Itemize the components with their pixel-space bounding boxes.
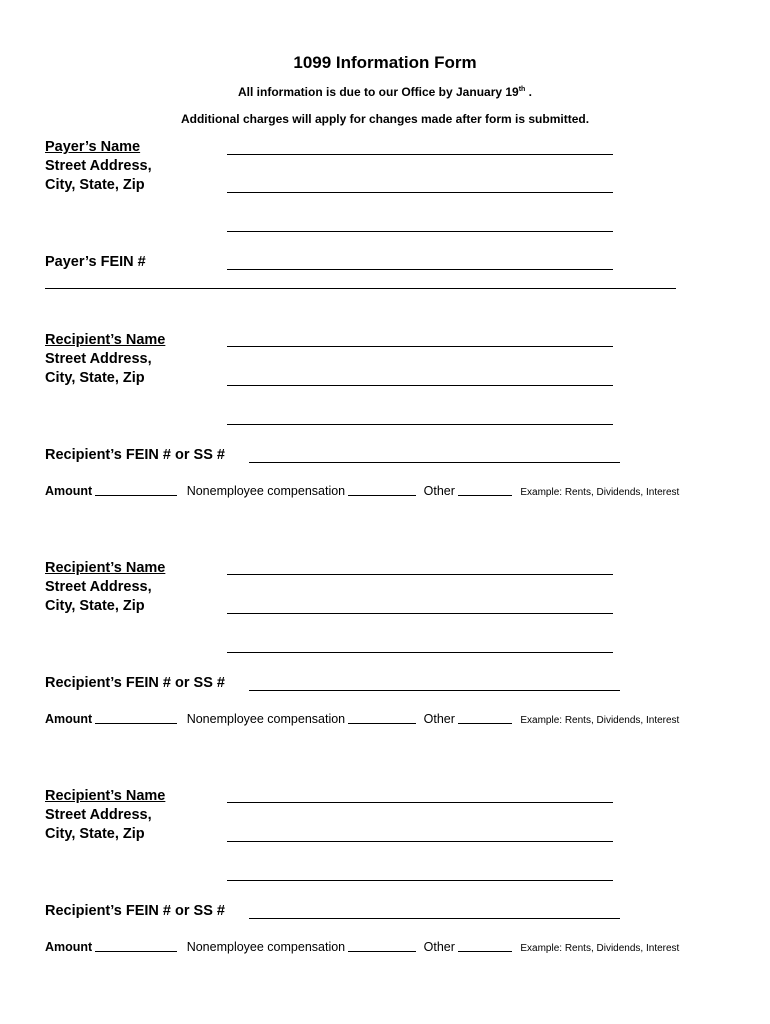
additional-charges-note: Additional charges will apply for changes made after form is submitted. bbox=[180, 112, 590, 126]
payer-name-label: Payer’s Name bbox=[45, 139, 141, 155]
recipient-3-amount-field[interactable] bbox=[95, 950, 177, 952]
recipient-1-address-field[interactable] bbox=[227, 385, 613, 386]
recipient-3-fein-field[interactable] bbox=[249, 918, 620, 919]
recipient-3-amount-row bbox=[45, 940, 679, 954]
payer-address-field[interactable] bbox=[227, 192, 613, 193]
recipient-3-nonemployee-label: Nonemployee compensation bbox=[186, 940, 346, 954]
recipient-2-amount-field[interactable] bbox=[95, 722, 177, 724]
recipient-1-fein-field[interactable] bbox=[249, 462, 620, 463]
recipient-1-street-address-label: Street Address, bbox=[45, 351, 152, 367]
recipient-2-amount-label: Amount bbox=[45, 712, 93, 726]
recipient-1-name-label: Recipient’s Name bbox=[45, 332, 166, 348]
recipient-2-fein-field[interactable] bbox=[249, 690, 620, 691]
recipient-3-other-field[interactable] bbox=[458, 950, 512, 952]
recipient-3-street-address-label: Street Address, bbox=[45, 807, 152, 823]
recipient-1-nonemployee-label: Nonemployee compensation bbox=[186, 484, 346, 498]
recipient-2-fein-label: Recipient’s FEIN # or SS # bbox=[45, 675, 225, 691]
recipient-2-city-state-zip-field[interactable] bbox=[227, 652, 613, 653]
recipient-3-amount-label: Amount bbox=[45, 940, 93, 954]
recipient-1-fein-label: Recipient’s FEIN # or SS # bbox=[45, 447, 225, 463]
payer-street-address-label: Street Address, bbox=[45, 158, 152, 174]
recipient-1-example-text: Example: Rents, Dividends, Interest bbox=[520, 487, 680, 498]
payer-name-field[interactable] bbox=[227, 154, 613, 155]
payer-city-state-zip-field[interactable] bbox=[227, 231, 613, 232]
recipient-2-amount-row bbox=[45, 712, 679, 726]
due-date-superscript: th bbox=[518, 86, 526, 93]
recipient-2-nonemployee-field[interactable] bbox=[348, 722, 416, 724]
recipient-3-fein-label: Recipient’s FEIN # or SS # bbox=[45, 903, 225, 919]
recipient-1-other-label: Other bbox=[423, 484, 455, 498]
due-date-text: All information is due to our Office by January 19 bbox=[238, 85, 519, 99]
recipient-1-other-field[interactable] bbox=[458, 494, 512, 496]
due-date-suffix: . bbox=[525, 85, 532, 99]
recipient-3-example-text: Example: Rents, Dividends, Interest bbox=[520, 943, 680, 954]
recipient-2-street-address-label: Street Address, bbox=[45, 579, 152, 595]
recipient-2-name-label: Recipient’s Name bbox=[45, 560, 166, 576]
recipient-1-city-state-zip-field[interactable] bbox=[227, 424, 613, 425]
recipient-3-name-label: Recipient’s Name bbox=[45, 788, 166, 804]
due-date-note bbox=[0, 85, 770, 99]
payer-fein-label: Payer’s FEIN # bbox=[45, 254, 146, 270]
recipient-2-other-field[interactable] bbox=[458, 722, 512, 724]
recipient-1-amount-row bbox=[45, 484, 679, 498]
recipient-1-nonemployee-field[interactable] bbox=[348, 494, 416, 496]
recipient-1-amount-label: Amount bbox=[45, 484, 93, 498]
recipient-1-city-state-zip-label: City, State, Zip bbox=[45, 370, 145, 386]
payer-fein-field[interactable] bbox=[227, 269, 613, 270]
recipient-3-nonemployee-field[interactable] bbox=[348, 950, 416, 952]
recipient-2-address-field[interactable] bbox=[227, 613, 613, 614]
section-divider bbox=[45, 288, 676, 289]
recipient-2-nonemployee-label: Nonemployee compensation bbox=[186, 712, 346, 726]
recipient-1-amount-field[interactable] bbox=[95, 494, 177, 496]
recipient-3-other-label: Other bbox=[423, 940, 455, 954]
payer-city-state-zip-label: City, State, Zip bbox=[45, 177, 145, 193]
recipient-3-city-state-zip-field[interactable] bbox=[227, 880, 613, 881]
recipient-2-other-label: Other bbox=[423, 712, 455, 726]
recipient-3-city-state-zip-label: City, State, Zip bbox=[45, 826, 145, 842]
recipient-3-name-field[interactable] bbox=[227, 802, 613, 803]
recipient-2-city-state-zip-label: City, State, Zip bbox=[45, 598, 145, 614]
recipient-2-name-field[interactable] bbox=[227, 574, 613, 575]
recipient-1-name-field[interactable] bbox=[227, 346, 613, 347]
recipient-2-example-text: Example: Rents, Dividends, Interest bbox=[520, 715, 680, 726]
recipient-3-address-field[interactable] bbox=[227, 841, 613, 842]
form-title: 1099 Information Form bbox=[293, 53, 477, 72]
